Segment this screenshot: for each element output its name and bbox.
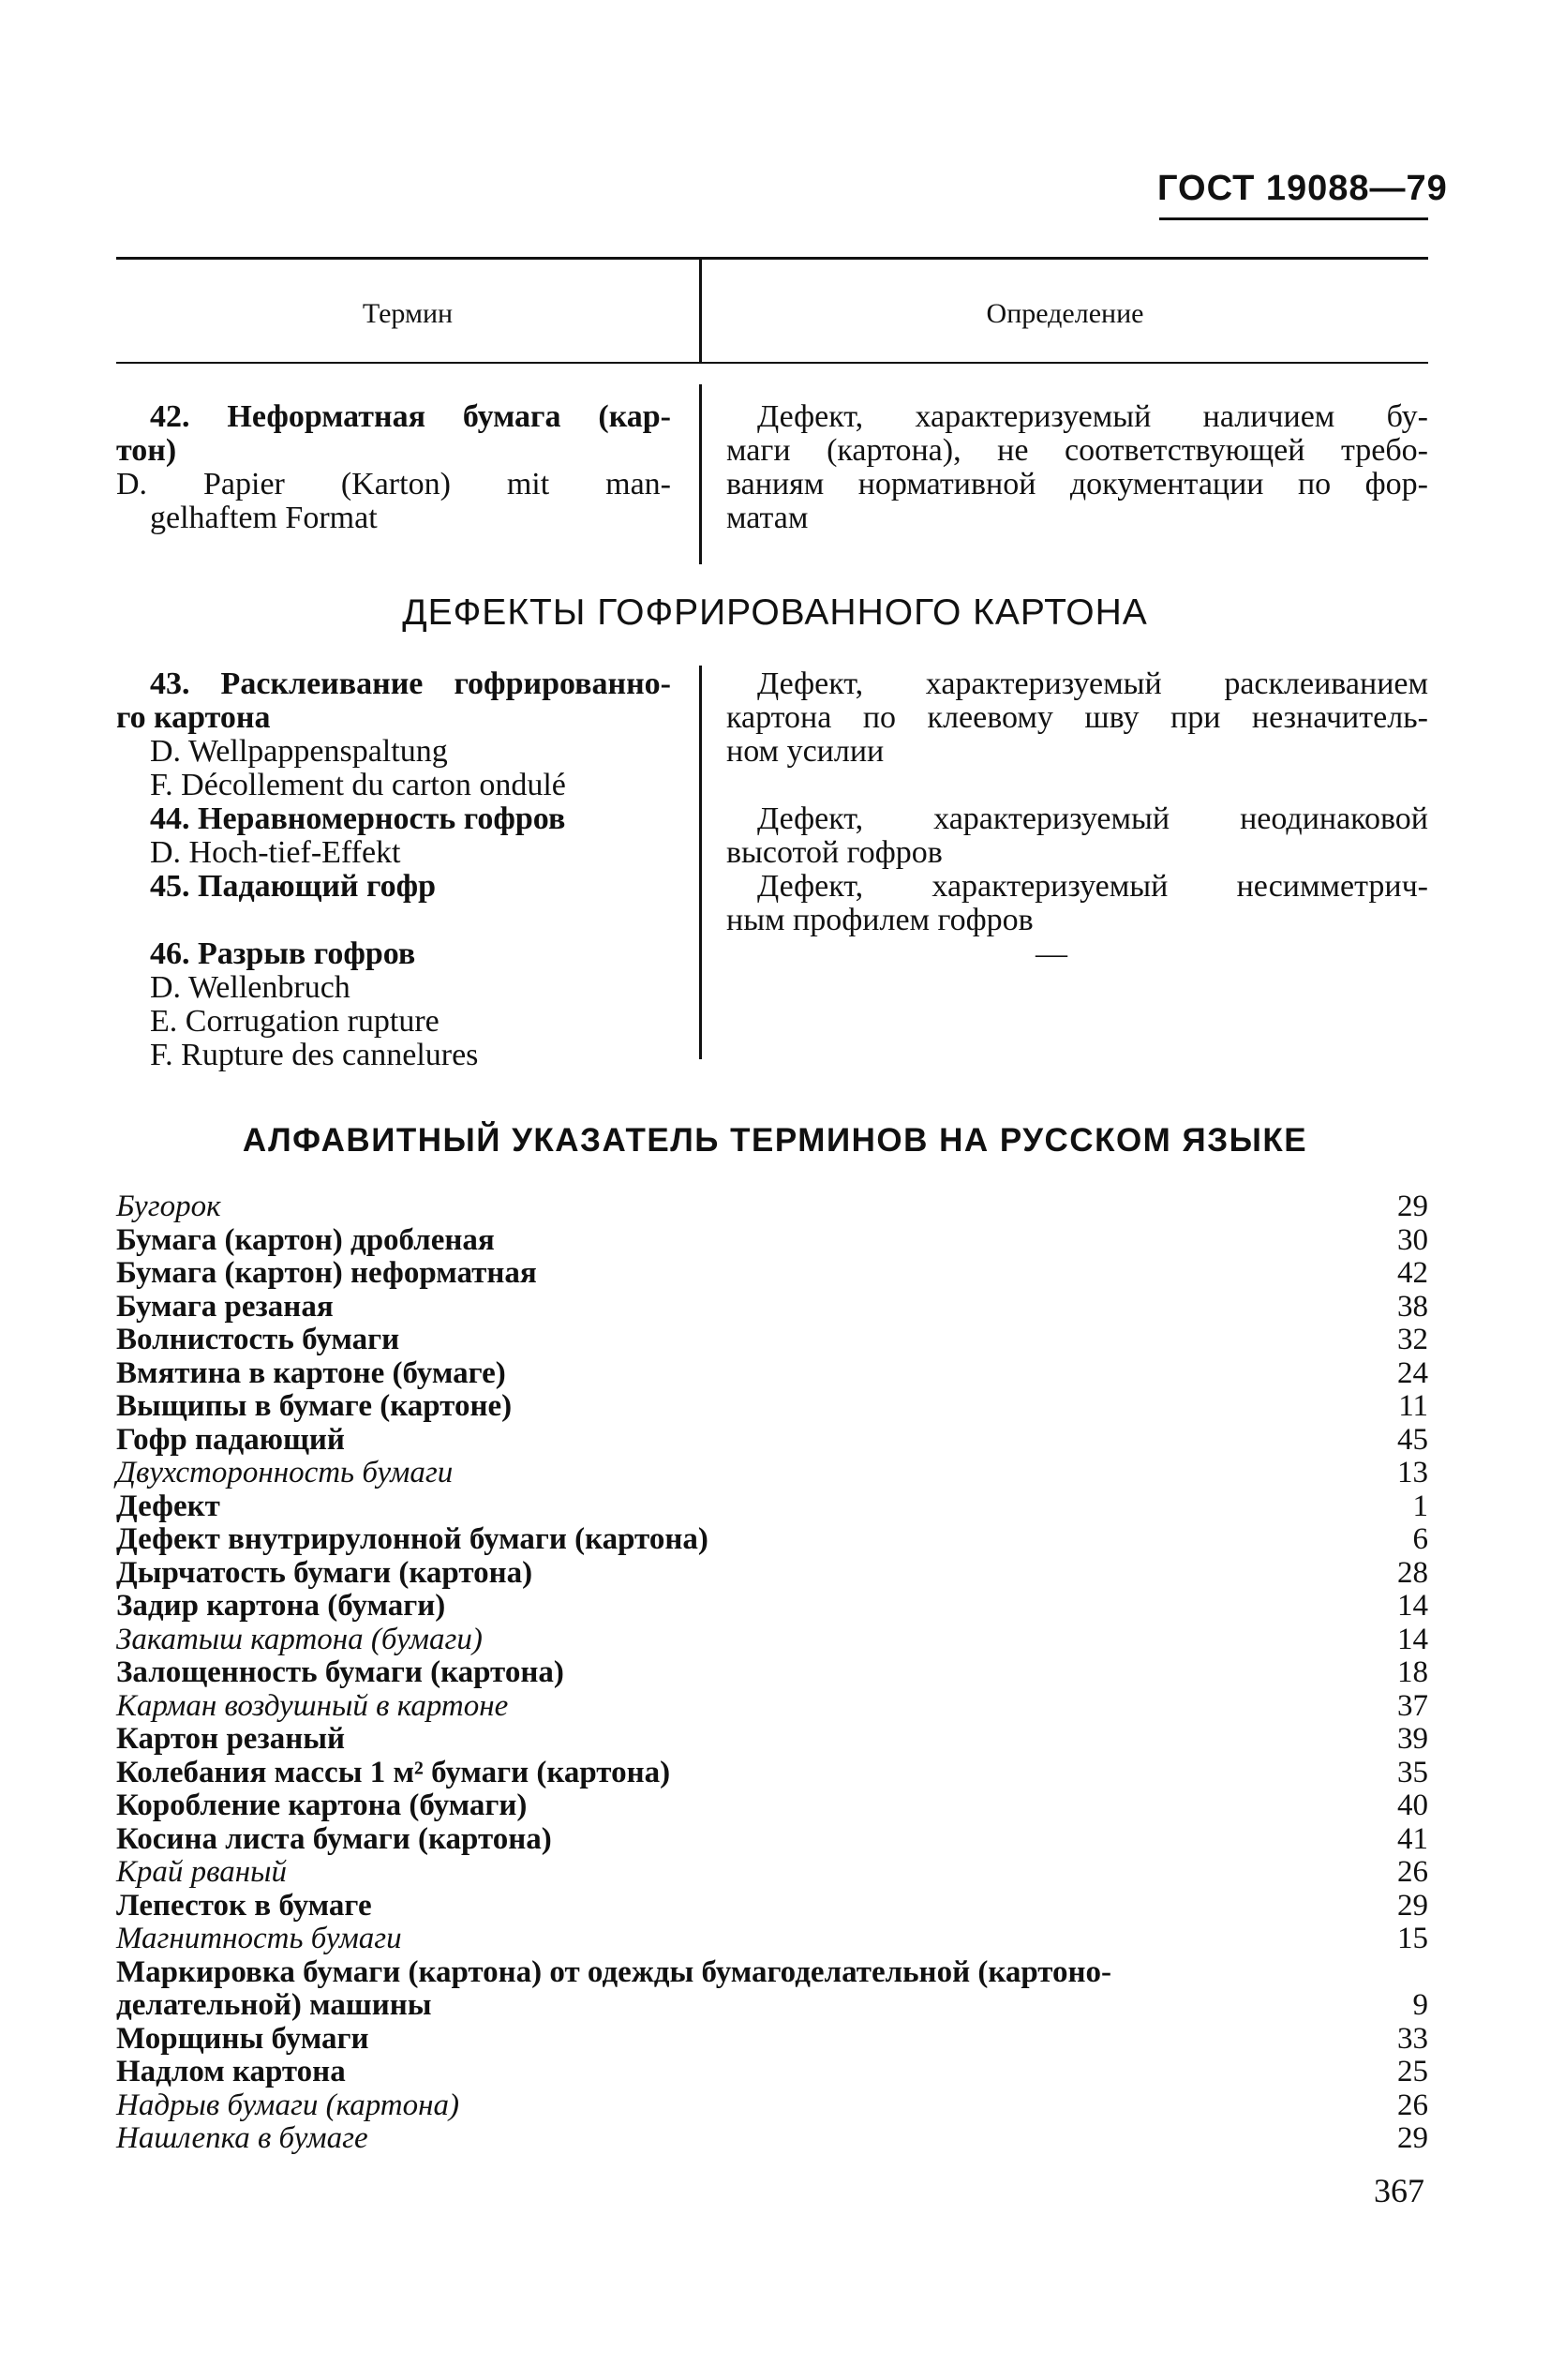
index-term: Задир картона (бумаги) [116, 1589, 446, 1623]
index-entry [116, 1757, 1428, 1790]
index-entry [116, 2122, 1428, 2156]
term-46-foreign-2: E. Corrugation rupture [150, 1004, 440, 1039]
index-entry [116, 1656, 1428, 1690]
index-page: 40 [1397, 1789, 1428, 1822]
index-term-marking-line2: делательной) машины [116, 1988, 432, 2022]
index-entry [116, 1856, 1428, 1890]
definition-43-line3: ном усилии [726, 734, 885, 769]
index-page: 18 [1397, 1655, 1428, 1689]
index-entry [116, 1690, 1428, 1724]
definition-42-line4: матам [726, 501, 809, 535]
index-term: Лепесток в бумаге [116, 1888, 372, 1923]
index-page: 29 [1397, 1888, 1428, 1923]
index-entry [116, 1490, 1428, 1524]
index-term: Двухсторонность бумаги [116, 1456, 454, 1489]
index-entry-marking-cont [116, 1989, 1428, 2023]
index-entry [116, 2056, 1428, 2089]
term-44: 44. Неравномерность гофров [150, 801, 566, 836]
index-entry [116, 1390, 1428, 1424]
index-entry [116, 1523, 1428, 1557]
index-page: 14 [1397, 1622, 1428, 1656]
term-entry-42 [116, 399, 671, 535]
index-entry [116, 2023, 1428, 2057]
index-term: Дефект внутрирулонной бумаги (картона) [116, 1522, 708, 1556]
index-page: 33 [1397, 2021, 1428, 2056]
definition-45-line1: Дефект, характеризуемый несимметрич- [757, 869, 1428, 904]
definition-42-line1: Дефект, характеризуемый наличием бу- [757, 399, 1428, 434]
definition-43-line2: картона по клеевому шву при незначитель- [726, 700, 1428, 735]
index-term: Нашлепка в бумаге [116, 2121, 368, 2155]
index-term: Магнитность бумаги [116, 1922, 402, 1955]
index-term: Косина листа бумаги (картона) [116, 1821, 552, 1856]
index-term: Выщипы в бумаге (картоне) [116, 1389, 513, 1423]
table-top-rule [116, 257, 1428, 260]
document-code: ГОСТ 19088—79 [1157, 169, 1448, 208]
term-45: 45. Падающий гофр [150, 869, 437, 904]
index-term: Закатыш картона (бумаги) [116, 1622, 483, 1656]
definition-44-line2: высотой гофров [726, 835, 943, 870]
term-42-line1: 42. Неформатная бумага (кар- [150, 399, 671, 434]
term-43-line2: го картона [116, 700, 271, 735]
definition-42 [726, 400, 1428, 535]
index-page: 1 [1412, 1489, 1428, 1523]
term-43-line1: 43. Расклеивание гофрированно- [150, 666, 671, 701]
index-page: 37 [1397, 1688, 1428, 1723]
term-46: 46. Разрыв гофров [150, 936, 416, 971]
index-page: 11 [1398, 1389, 1428, 1423]
definition-46-dash: — [1036, 936, 1067, 971]
index-term: Карман воздушный в картоне [116, 1688, 509, 1723]
index-page: 24 [1397, 1355, 1428, 1390]
index-entry [116, 1823, 1428, 1857]
index-page: 29 [1397, 2121, 1428, 2155]
index-page: 41 [1397, 1821, 1428, 1856]
table-divider-43-46 [699, 666, 702, 1059]
index-title: АЛФАВИТНЫЙ УКАЗАТЕЛЬ ТЕРМИНОВ НА РУССКОМ ЯЗЫКЕ [242, 1122, 1308, 1159]
index-term: Дырчатость бумаги (картона) [116, 1555, 533, 1590]
index-page: 29 [1397, 1190, 1428, 1223]
terms-43-46 [116, 667, 671, 1072]
index-term: Волнистость бумаги [116, 1323, 400, 1356]
term-42-line2: тон) [116, 433, 177, 468]
term-43-foreign-1: D. Wellpappenspaltung [150, 734, 448, 769]
index-term: Дефект [116, 1489, 220, 1523]
definition-42-line3: ваниям нормативной документации по фор- [726, 467, 1428, 501]
index-page: 42 [1397, 1256, 1428, 1290]
index-page: 45 [1397, 1422, 1428, 1457]
index-entry [116, 1224, 1428, 1258]
index-term-marking-line1: Маркировка бумаги (картона) от одежды бумагоделательной (картоно- [116, 1954, 1112, 1989]
term-42-foreign-1: D. Papier (Karton) mit man- [116, 467, 671, 501]
index-page: 13 [1397, 1456, 1428, 1489]
index-term: Надлом картона [116, 2055, 346, 2088]
header-underline [1159, 217, 1428, 220]
index-term: Бумага (картон) дробленая [116, 1222, 495, 1257]
table-head-rule [116, 362, 1428, 364]
term-43-foreign-2: F. Décollement du carton ondulé [150, 768, 566, 802]
index-page: 32 [1397, 1323, 1428, 1356]
index-page: 26 [1397, 1855, 1428, 1889]
index-page: 6 [1412, 1522, 1428, 1556]
index-entry [116, 2089, 1428, 2123]
index-page: 39 [1397, 1722, 1428, 1756]
index-page: 14 [1397, 1589, 1428, 1623]
page-number: 367 [1374, 2172, 1424, 2209]
index-term: Колебания массы 1 м² бумаги (картона) [116, 1755, 671, 1789]
index-term: Залощенность бумаги (картона) [116, 1655, 564, 1689]
column-header-definition: Определение [986, 298, 1144, 329]
index-page: 9 [1412, 1988, 1428, 2022]
index-page: 25 [1397, 2055, 1428, 2088]
index-entry [116, 1357, 1428, 1391]
table-divider-42 [699, 384, 702, 564]
index-entry [116, 1923, 1428, 1956]
index-term: Край рваный [116, 1855, 287, 1889]
index-page: 28 [1397, 1555, 1428, 1590]
term-42-foreign-2: gelhaftem Format [150, 501, 378, 535]
index-entry [116, 1789, 1428, 1823]
term-44-foreign: D. Hoch-tief-Effekt [150, 835, 401, 870]
index-term: Коробление картона (бумаги) [116, 1789, 528, 1822]
index-list [116, 1190, 1428, 2156]
term-46-foreign-1: D. Wellenbruch [150, 970, 350, 1005]
definition-45-line2: ным профилем гофров [726, 903, 1034, 937]
index-entry [116, 1557, 1428, 1591]
index-entry-marking [116, 1956, 1428, 1990]
index-entry [116, 1723, 1428, 1757]
index-entry [116, 1890, 1428, 1923]
index-entry [116, 1590, 1428, 1624]
definition-44-line1: Дефект, характеризуемый неодинаковой [757, 801, 1428, 836]
index-page: 35 [1397, 1755, 1428, 1789]
index-term: Бумага (картон) неформатная [116, 1256, 537, 1290]
index-entry [116, 1190, 1428, 1224]
column-header-term: Термин [362, 298, 454, 329]
index-page: 30 [1397, 1222, 1428, 1257]
index-term: Картон резаный [116, 1722, 346, 1756]
definitions-43-46 [726, 667, 1428, 971]
index-entry [116, 1457, 1428, 1490]
term-46-foreign-3: F. Rupture des cannelures [150, 1038, 479, 1072]
index-page: 15 [1397, 1922, 1428, 1955]
index-term: Вмятина в картоне (бумаге) [116, 1355, 506, 1390]
index-term: Бугорок [116, 1190, 221, 1223]
index-term: Надрыв бумаги (картона) [116, 2088, 459, 2122]
index-page: 38 [1397, 1289, 1428, 1324]
definition-43-line1: Дефект, характеризуемый расклеиванием [757, 666, 1428, 701]
index-entry [116, 1424, 1428, 1458]
index-entry [116, 1257, 1428, 1291]
index-entry [116, 1624, 1428, 1657]
index-page: 26 [1397, 2088, 1428, 2122]
section-heading: ДЕФЕКТЫ ГОФРИРОВАННОГО КАРТОНА [402, 592, 1148, 633]
index-term: Бумага резаная [116, 1289, 334, 1324]
index-entry [116, 1324, 1428, 1357]
index-term: Гофр падающий [116, 1422, 345, 1457]
definition-42-line2: маги (картона), не соответствующей требо- [726, 433, 1428, 468]
index-entry [116, 1291, 1428, 1325]
index-term: Морщины бумаги [116, 2021, 369, 2056]
